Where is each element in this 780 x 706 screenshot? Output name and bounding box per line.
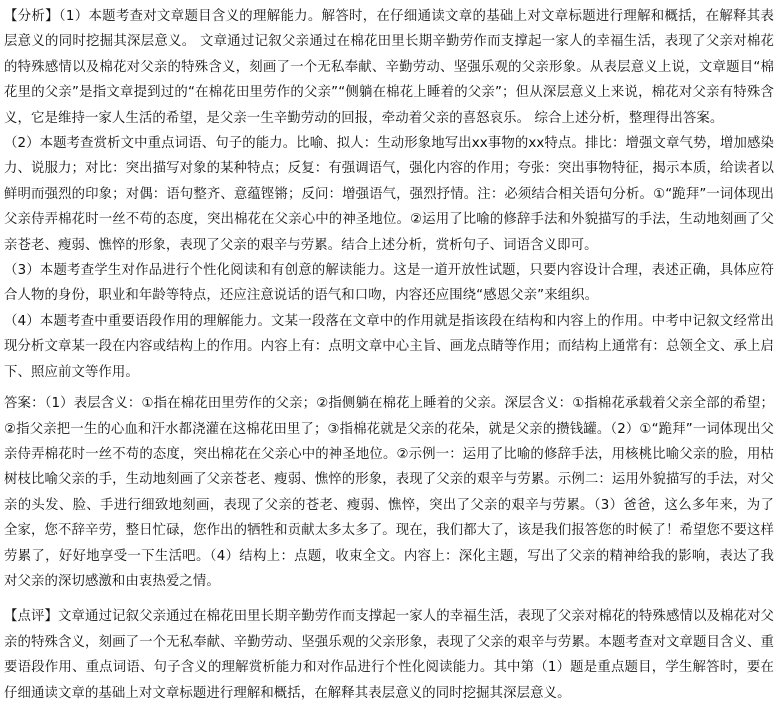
- analysis-paragraph-2: （2）本题考查赏析文中重点词语、句子的能力。比喻、拟人：生动形象地写出xx事物的xx特点。排比：增强文章气势，增加感染力、说服力；对比：突出描写对象的某种特点；反复：有强调语气，强化内容的作用；夸张：突出事物特征，揭示本质，给读者以鲜明而强烈的印象；对偶：语句整齐、意蕴铿锵；反问：增强语气，强烈抒情。注：必须结合相关语句分析。①“跪拜”一词体现出父亲侍弄棉花时一丝不苟的态度，突出棉花在父亲心中的神圣地位。②运用了比喻的修辞手法和外貌描写的手法，生动地刻画了父亲苍老、瘦弱、憔悴的形象，表现了父亲的艰辛与劳累。结合上述分析，赏析句子、词语含义即可。: [4, 136, 774, 253]
- answer-paragraph: 答案：（1）表层含义：①指在棉花田里劳作的父亲；②指侧躺在棉花上睡着的父亲。深层含义：①指棉花承载着父亲全部的希望；②指父亲把一生的心血和汗水都浇灌在这棉花田里了；③指棉花就是父亲的花朵，就是父亲的攒钱罐。（2）①“跪拜”一词体现出父亲侍弄棉花时一丝不苟的态度，突出棉花在父亲心中的神圣地位。②示例一：运用了比喻的修辞手法，用核桃比喻父亲的脸，用枯树枝比喻父亲的手，生动地刻画了父亲苍老、瘦弱、憔悴的形象，表现了父亲的艰辛与劳累。示例二：运用外貌描写的手法，对父亲的头发、脸、手进行细致地刻画，表现了父亲的苍老、瘦弱、憔悴，突出了父亲的艰辛与劳累。（3）爸爸，这么多年来，为了全家，您不辞辛劳，整日忙碌，您作出的牺牲和贡献太多太多了。现在，我们都大了，该是我们报答您的时候了！希望您不要这样劳累了，好好地享受一下生活吧。（4）结构上：点题，收束全文。内容上：深化主题，写出了父亲的精神给我的影响，表达了我对父亲的深切感激和由衷热爱之情。: [4, 396, 774, 589]
- analysis-paragraph-4: （4）本题考查中重要语段作用的理解能力。文某一段落在文章中的作用就是指该段在结构和内容上的作用。中考中记叙文经常出现分析文章某一段在内容或结构上的作用。内容上有：点明文章中心主旨、画龙点睛等作用；而结构上通常有：总领全文、承上启下、照应前文等作用。: [4, 313, 774, 380]
- analysis-paragraph-3: （3）本题考查学生对作品进行个性化阅读和有创意的解读能力。这是一道开放性试题，只要内容设计合理，表述正确，具体应符合人物的身份，职业和年龄等特点，还应注意说话的语气和口吻，内容还应围绕“感恩父亲”来组织。: [4, 263, 774, 304]
- comment-paragraph: 【点评】文章通过记叙父亲通过在棉花田里长期辛勤劳作而支撑起一家人的幸福生活，表现了父亲对棉花的特殊感情以及棉花对父亲的特殊含义，刻画了一个无私奉献、辛勤劳动、坚强乐观的父亲形象，表现了父亲的艰辛与劳累。本题考查对文章题目含义、重要语段作用、重点词语、句子含义的理解赏析能力和对作品进行个性化阅读能力。其中第（1）题是重点题目，学生解答时，要在仔细通读文章的基础上对文章标题进行理解和概括，在解释其表层意义的同时挖掘其深层意义。: [4, 609, 774, 701]
- analysis-paragraph-1: 【分析】（1）本题考查对文章题目含义的理解能力。解答时，在仔细通读文章的基础上对文章标题进行理解和概括，在解释其表层意义的同时挖掘其深层意义。 文章通过记叙父亲通过在棉花田里长期辛勤劳作而支撑起一家人的幸福生活，表现了父亲对棉花的特殊感情以及棉花对父亲的特殊含义，刻画了一个无私奉献、辛勤劳动、坚强乐观的父亲形象。从表层意义上说，文章题目“棉花里的父亲”是指文章提到过的“在棉花田里劳作的父亲”“侧躺在棉花上睡着的父亲”；但从深层意义上来说，棉花对父亲有特殊含义，它是维持一家人生活的希望，是父亲一生辛勤劳动的回报，牵动着父亲的喜怒哀乐。 综合上述分析，整理得出答案。: [4, 9, 774, 126]
